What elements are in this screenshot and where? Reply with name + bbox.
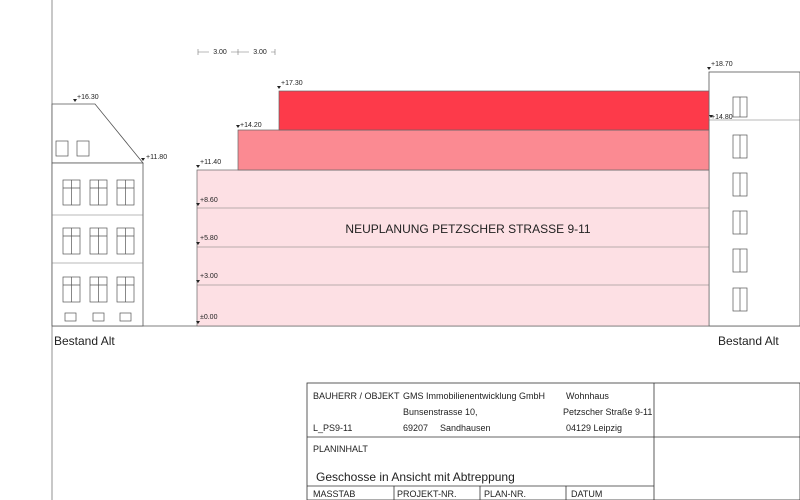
planinhalt-value: Geschosse in Ansicht mit Abtreppung bbox=[316, 470, 515, 484]
masstab-label: MASSTAB bbox=[313, 489, 356, 499]
object-city: 04129 Leipzig bbox=[566, 423, 623, 433]
dimension-right: 3.00 bbox=[253, 49, 267, 56]
level-11-4: +11.40 bbox=[200, 159, 222, 166]
level-ground: ±0.00 bbox=[200, 314, 218, 321]
level-right-top: +18.70 bbox=[711, 61, 733, 68]
setback-floor bbox=[238, 130, 709, 170]
level-left-eave: +11.80 bbox=[146, 154, 168, 161]
dimension-left: 3.00 bbox=[213, 49, 227, 56]
dimension-line bbox=[198, 47, 275, 56]
plan-nr-label: PLAN-NR. bbox=[484, 489, 527, 499]
level-5-8: +5.80 bbox=[200, 235, 218, 242]
right-neighbor-label: Bestand Alt bbox=[718, 334, 779, 348]
datum-label: DATUM bbox=[571, 489, 603, 499]
company-city: Sandhausen bbox=[440, 423, 491, 433]
level-right-eave: +14.80 bbox=[711, 114, 733, 121]
new-building bbox=[197, 91, 709, 326]
left-neighbor-label: Bestand Alt bbox=[54, 334, 115, 348]
level-left-ridge: +16.30 bbox=[77, 94, 99, 101]
right-neighbor-building bbox=[709, 72, 800, 326]
level-8-6: +8.60 bbox=[200, 197, 218, 204]
left-neighbor-building bbox=[52, 104, 143, 326]
projekt-nr-label: PROJEKT-NR. bbox=[397, 489, 457, 499]
building-label: NEUPLANUNG PETZSCHER STRASSE 9-11 bbox=[345, 222, 591, 236]
level-3: +3.00 bbox=[200, 273, 218, 280]
company-name: GMS Immobilienentwicklung GmbH bbox=[403, 391, 546, 401]
level-14-2: +14.20 bbox=[240, 122, 262, 129]
company-postal-code: 69207 bbox=[403, 423, 429, 433]
bauherr-label: BAUHERR / OBJEKT bbox=[313, 391, 400, 401]
project-short: L_PS9-11 bbox=[313, 423, 353, 433]
object-title: Wohnhaus bbox=[566, 391, 609, 401]
object-street: Petzscher Straße 9-11 bbox=[563, 407, 653, 417]
level-17-3: +17.30 bbox=[281, 80, 303, 87]
company-street: Bunsenstrasse 10, bbox=[403, 407, 478, 417]
base-floors bbox=[197, 170, 709, 326]
top-floor bbox=[279, 91, 709, 130]
planinhalt-label: PLANINHALT bbox=[313, 444, 368, 454]
